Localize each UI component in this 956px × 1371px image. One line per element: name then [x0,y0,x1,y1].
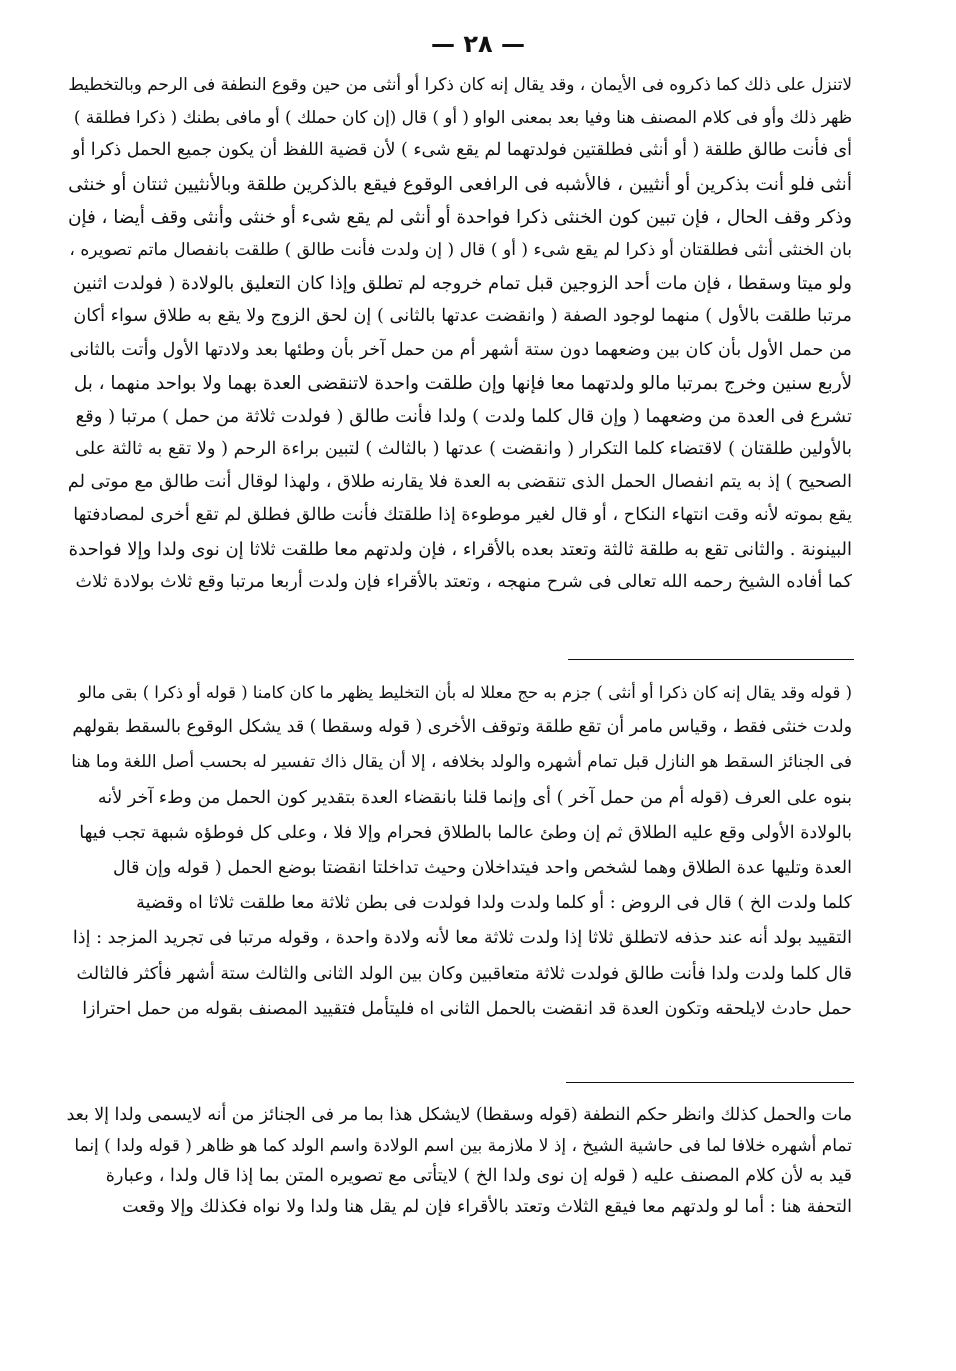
divider [566,1082,854,1083]
commentary-line: بالولادة الأولى وقع عليه الطلاق ثم إن وطئ عالما بالطلاق فحرام وإلا فلا ، وعلى كل فوطؤه شبهة تجب فيها [79,822,852,843]
commentary-line: التقييد بولد أنه عند حذفه لاتطلق ثلاثا إذا ولدت ثلاثة معا لأنه ولادة واحدة ، وقوله مرتبا فى تجريد المزجد : إذا [72,928,852,949]
commentary-line: ولدت خنثى فقط ، وقياس مامر أن تقع طلقة وتوقف الأخرى ( قوله وسقطا ) قد يشكل الوقوع بالسقط بقولهم [72,717,852,738]
text-line: لأربع سنين وخرج بمرتبا مالو ولدتهما معا فإنها وإن طلقت واحدة لاتنقضى العدة بهما ولا بواحد منهما ، بل [73,372,852,394]
text-line: أى فأنت طالق طلقة ( أو أنثى فطلقتين فولدتهما لم يقع شىء ) لأن قضية اللفظ أن يكون جميع الحمل ذكرا أو [72,140,852,161]
commentary-first [66,675,852,1027]
commentary-line: العدة وتليها عدة الطلاق وهما لشخص واحد فيتداخلان وحيث تداخلتا انقضتا بوضع الحمل ( قوله وإن قال [112,857,852,878]
text-line: مرتبا طلقت بالأول ) منهما لوجود الصفة ( وانقضت عدتها بالثانى ) إن لحق الزوج ولا يقع به طلاق سواء أكان [73,306,852,327]
text-line: الصحيح ) إذ به يتم انفصال الحمل الذى تنقضى به العدة فلا يقارنه طلاق ، ولهذا لوقال أنت طالق مع موتى لم [67,472,852,493]
text-line: وذكر وقف الحال ، فإن تبين كون الخنثى ذكرا فواحدة أو أنثى لم يقع شىء أو خنثى وأنثى وقف أيضا ، فإن [67,206,852,228]
commentary-second [66,1100,852,1222]
commentary-line: ( قوله وقد يقال إنه كان ذكرا أو أنثى ) جزم به حج معللا له بأن التخليط يظهر ما كان كامنا ( قوله أو ذكرا ) بقى مالو [78,683,852,702]
commentary-line: كلما ولدت الخ ) قال فى الروض : أو كلما ولدت ولدا فولدت فى بطن ثلاثة معا طلقت ثلاثا اه وقضية [136,893,852,914]
text-line: أنثى فلو أنت بذكرين أو أنثيين ، فالأشبه فى الرافعى الوقوع فيقع بالذكرين طلقة وبالأنثيين ثنتان أو خنثى [68,173,852,195]
text-line: من حمل الأول بأن كان بين وضعهما دون ستة أشهر أم من حمل آخر بأن وطئها بعد ولادتها الأول وأتت بالثانى [69,339,852,360]
text-line: البينونة . والثانى تقع به طلقة ثالثة وتعتد بعده بالأقراء ، فإن ولدتهم معا طلقت ثلاثا إن نوى ولدا وإلا فواحدة [68,538,852,560]
commentary-line: فى الجنائز السقط هو النازل قبل تمام أشهره والولد بخلافه ، إلا أن يقال ذاك تفسير له بحسب أصل اللغة وما هنا [71,752,852,773]
text-line: كما أفاده الشيخ رحمه الله تعالى فى شرح منهجه ، وتعتد بالأقراء فإن ولدت أربعا مرتبا وقع ثلاث بولادة ثلاث [75,571,852,592]
main-text [66,68,852,599]
commentary-line: تمام أشهره خلافا لما فى حاشية الشيخ ، إذ لا ملازمة بين اسم الولادة واسم الولد كما هو ظاهر ( قوله ولدا ) إنما [74,1135,852,1156]
text-line: يقع بموته لأنه وقت انتهاء النكاح ، أو قال لغير موطوءة إذا طلقتك فأنت طالق فطلق لم تقع أخرى لمصادفتها [73,505,852,526]
text-line: بالأولين طلقتان ) لاقتضاء كلما التكرار ( وانقضت ) عدتها ( بالثالث ) لتبين براءة الرحم ( ولا تقع به ثالثة على [75,439,852,460]
commentary-line: حمل حادث لايلحقه وتكون العدة قد انقضت بالحمل الثانى اه فليتأمل فتقييد المصنف بقوله من حمل احترازا [82,998,852,1019]
commentary-line: قيد به لأن كلام المصنف عليه ( قوله إن نوى ولدا الخ ) لايتأتى مع تصويره المتن بما إذا قال ولدا ، وعبارة [105,1166,852,1186]
text-line: بان الخنثى أنثى فطلقتان أو ذكرا لم يقع شىء ( أو ) قال ( إن ولدت فأنت طالق ) طلقت بانفصال ماتم تصويره ، [69,239,852,260]
page-number: — ٢٨ — [430,30,525,58]
text-line: لاتنزل على ذلك كما ذكروه فى الأيمان ، وقد يقال إنه كان ذكرا أو أنثى من حين وقوع النطفة فى الرحم وبالتخطيط [68,74,852,94]
commentary-line: مات والحمل كذلك وانظر حكم النطفة (قوله وسقطا) لايشكل هذا بما مر فى الجنائز من أنه لايسمى ولدا إلا بعد [66,1105,852,1125]
commentary-line: قال كلما ولدت ولدا فأنت طالق فولدت ثلاثة متعاقبين وكان بين الولد الثانى والثالث ستة أشهر فأكثر فالثالث [76,963,852,984]
text-line: ظهر ذلك وأو فى كلام المصنف هنا وفيا بعد بمعنى الواو ( أو ) قال (إن كان حملك ) أو مافى بطنك ( ذكرا فطلقة ) [73,107,852,128]
commentary-line: التحفة هنا : أما لو ولدتهم معا فيقع الثلاث وتعتد بالأقراء فإن لم يقل هنا ولدا ولا نواه فكذلك وإلا وقعت [122,1196,852,1217]
divider [568,659,854,660]
commentary-line: بنوه على العرف (قوله أم من حمل آخر ) أى وإنما قلنا بانقضاء العدة بتقدير كون الحمل من وطء آخر لأنه [97,787,852,808]
text-line: تشرع فى العدة من وضعهما ( وإن قال كلما ولدت ) ولدا فأنت طالق ( فولدت ثلاثة من حمل ) مرتبا ( وقع [75,405,852,427]
text-line: ولو ميتا وسقطا ، فإن مات أحد الزوجين قبل تمام خروجه لم تطلق وإذا كان التعليق بالولادة ( فولدت اثنين [72,273,852,295]
